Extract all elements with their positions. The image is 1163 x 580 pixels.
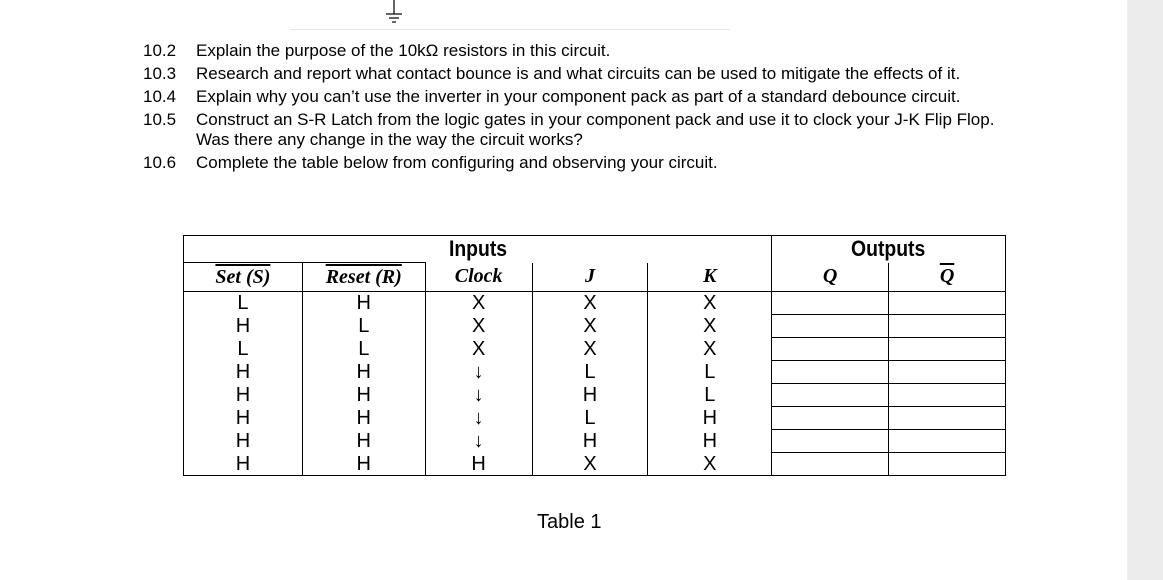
header-clock bbox=[425, 263, 532, 292]
question-text: Explain the purpose of the 10kΩ resistors in this circuit. bbox=[196, 41, 611, 60]
question-list bbox=[143, 41, 1013, 176]
table-row bbox=[184, 292, 1006, 315]
question-item bbox=[143, 153, 1013, 173]
cell-clock: ↓ bbox=[425, 430, 532, 453]
cell-j: L bbox=[532, 361, 648, 384]
cell-q-blank[interactable] bbox=[772, 315, 889, 338]
cell-k: L bbox=[648, 384, 772, 407]
question-number: 10.5 bbox=[143, 110, 177, 129]
cell-q-blank[interactable] bbox=[772, 453, 889, 476]
cell-qbar-blank[interactable] bbox=[889, 361, 1006, 384]
cell-clock: ↓ bbox=[425, 407, 532, 430]
header-q bbox=[772, 263, 889, 292]
cell-reset: H bbox=[302, 453, 425, 476]
table-group-row bbox=[184, 236, 1006, 263]
cell-clock: H bbox=[425, 453, 532, 476]
cell-reset: H bbox=[302, 292, 425, 315]
cell-k: H bbox=[648, 430, 772, 453]
right-scroll-strip bbox=[1127, 0, 1163, 580]
cell-q-blank[interactable] bbox=[772, 361, 889, 384]
cell-reset: L bbox=[302, 338, 425, 361]
cell-set: H bbox=[184, 453, 303, 476]
cell-k: X bbox=[648, 292, 772, 315]
question-number: 10.2 bbox=[143, 41, 177, 60]
cell-reset: H bbox=[302, 407, 425, 430]
header-reset-label: Reset (R) bbox=[325, 265, 402, 288]
cell-set: H bbox=[184, 430, 303, 453]
cell-qbar-blank[interactable] bbox=[889, 315, 1006, 338]
cell-k: X bbox=[648, 453, 772, 476]
header-k bbox=[648, 263, 772, 292]
cell-k: X bbox=[648, 338, 772, 361]
cell-set: H bbox=[184, 384, 303, 407]
cell-qbar-blank[interactable] bbox=[889, 292, 1006, 315]
table-row bbox=[184, 384, 1006, 407]
question-text: Complete the table below from configuring and observing your circuit. bbox=[196, 153, 718, 172]
cell-qbar-blank[interactable] bbox=[889, 338, 1006, 361]
cell-clock: X bbox=[425, 292, 532, 315]
inputs-group-label: Inputs bbox=[448, 236, 507, 261]
table-row bbox=[184, 361, 1006, 384]
outputs-group-label: Outputs bbox=[851, 236, 926, 262]
table-caption: Table 1 bbox=[537, 511, 602, 533]
cell-j: X bbox=[532, 338, 648, 361]
table-header-row bbox=[184, 263, 1006, 292]
cell-j: X bbox=[532, 315, 648, 338]
question-number: 10.4 bbox=[143, 87, 177, 106]
cell-q-blank[interactable] bbox=[772, 292, 889, 315]
truth-table bbox=[183, 235, 1006, 476]
ground-symbol-icon bbox=[382, 0, 406, 24]
cell-reset: L bbox=[302, 315, 425, 338]
question-item bbox=[143, 41, 1013, 61]
cell-clock: X bbox=[425, 338, 532, 361]
cell-reset: H bbox=[302, 430, 425, 453]
inputs-group-header bbox=[184, 236, 772, 263]
cell-k: X bbox=[648, 315, 772, 338]
header-set bbox=[184, 263, 303, 292]
cell-reset: H bbox=[302, 361, 425, 384]
cell-set: H bbox=[184, 361, 303, 384]
header-reset bbox=[302, 263, 425, 292]
cell-j: H bbox=[532, 430, 648, 453]
cell-j: H bbox=[532, 384, 648, 407]
cell-reset: H bbox=[302, 384, 425, 407]
cell-qbar-blank[interactable] bbox=[889, 384, 1006, 407]
table-row bbox=[184, 453, 1006, 476]
question-text: Research and report what contact bounce is and what circuits can be used to mitigate the effects of it. bbox=[196, 64, 961, 83]
table-row bbox=[184, 407, 1006, 430]
cell-k: H bbox=[648, 407, 772, 430]
question-text: Construct an S-R Latch from the logic gates in your component pack and use it to clock your J-K Flip Flop. Was there any change in the way the circuit works? bbox=[196, 110, 995, 149]
cell-set: L bbox=[184, 292, 303, 315]
cell-set: H bbox=[184, 407, 303, 430]
cell-clock: ↓ bbox=[425, 384, 532, 407]
outputs-group-header bbox=[772, 236, 1006, 263]
cell-set: L bbox=[184, 338, 303, 361]
question-number: 10.6 bbox=[143, 153, 177, 172]
question-number: 10.3 bbox=[143, 64, 177, 83]
header-q-label: Q bbox=[822, 265, 838, 288]
header-j bbox=[532, 263, 648, 292]
cell-clock: X bbox=[425, 315, 532, 338]
cell-j: X bbox=[532, 453, 648, 476]
header-qbar bbox=[889, 263, 1006, 292]
cell-j: L bbox=[532, 407, 648, 430]
cell-q-blank[interactable] bbox=[772, 407, 889, 430]
question-item bbox=[143, 87, 1013, 107]
truth-table-body bbox=[184, 292, 1006, 476]
question-item bbox=[143, 110, 1013, 150]
cell-q-blank[interactable] bbox=[772, 338, 889, 361]
table-row bbox=[184, 338, 1006, 361]
question-item bbox=[143, 64, 1013, 84]
cell-set: H bbox=[184, 315, 303, 338]
header-clock-label: Clock bbox=[454, 265, 503, 288]
cell-qbar-blank[interactable] bbox=[889, 407, 1006, 430]
table-row bbox=[184, 315, 1006, 338]
cell-clock: ↓ bbox=[425, 361, 532, 384]
question-text: Explain why you can’t use the inverter in your component pack as part of a standard debounce circuit. bbox=[196, 87, 961, 106]
header-qbar-label: $\overline{Q}$ bbox=[939, 265, 955, 288]
page-top-rule bbox=[290, 29, 730, 30]
header-set-label: Set (S) bbox=[215, 265, 271, 288]
header-k-label: K bbox=[703, 265, 717, 288]
cell-q-blank[interactable] bbox=[772, 430, 889, 453]
cell-qbar-blank[interactable] bbox=[889, 453, 1006, 476]
header-j-label: J bbox=[584, 265, 595, 288]
cell-k: L bbox=[648, 361, 772, 384]
cell-j: X bbox=[532, 292, 648, 315]
cell-q-blank[interactable] bbox=[772, 384, 889, 407]
table-row bbox=[184, 430, 1006, 453]
cell-qbar-blank[interactable] bbox=[889, 430, 1006, 453]
